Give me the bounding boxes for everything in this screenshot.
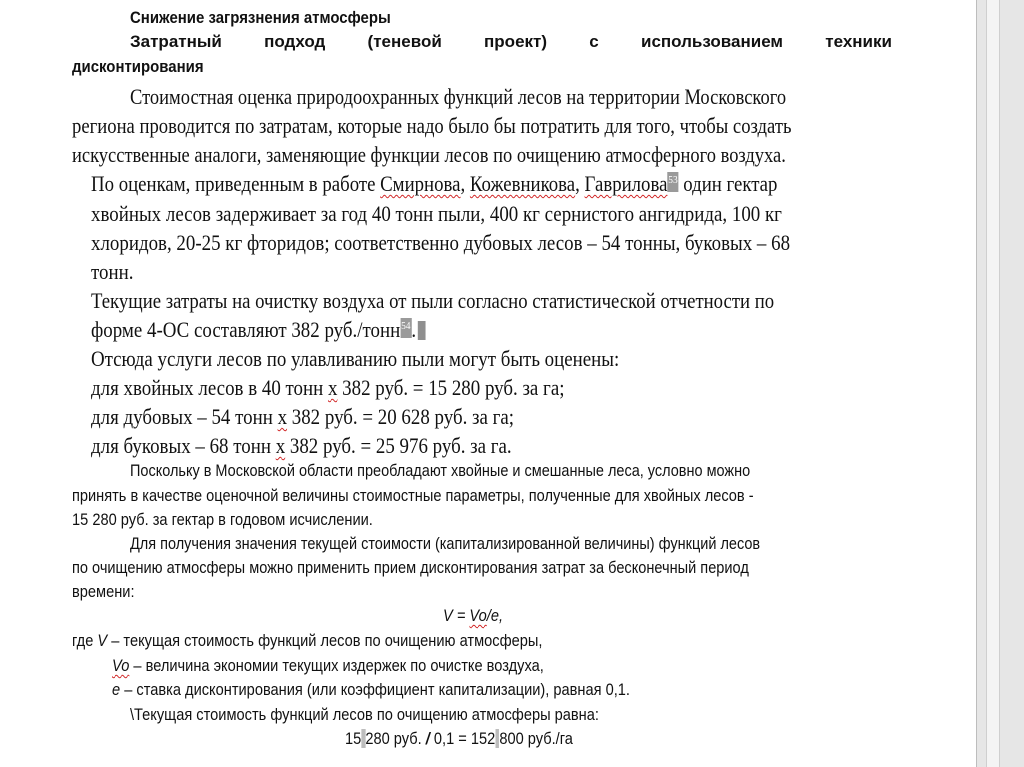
- para4-row1: для хвойных лесов в 40 тонн х 382 руб. = 15 280 руб. за га;: [91, 375, 565, 400]
- para4-line1: Отсюда услуги лесов по улавливанию пыли могут быть оценены:: [91, 346, 620, 371]
- para3-line2: форме 4-ОС составляют 382 руб./тонн$^{54}$.: [91, 317, 426, 343]
- footnote-53: 53: [667, 172, 678, 192]
- selection-mark: [418, 321, 426, 340]
- footnote-54: 54: [400, 318, 411, 338]
- para2-line3: хлоридов, 20-25 кг фторидов; соответственно дубовых лесов – 54 тонны, буковых – 68: [91, 230, 791, 255]
- where-line3: e – ставка дисконтирования (или коэффициент капитализации), равная 0,1.: [112, 680, 631, 699]
- para5-line2: принять в качестве оценочной величины стоимостные параметры, полученные для хвойных лесов -: [72, 486, 754, 505]
- para6-line1: Для получения значения текущей стоимости (капитализированной величины) функций лесов: [130, 534, 761, 553]
- para4-row2: для дубовых – 54 тонн х 382 руб. = 20 628 руб. за га;: [91, 404, 515, 429]
- para5-line1: Поскольку в Московской области преобладают хвойные и смешанные леса, условно можно: [130, 461, 751, 480]
- para2-line4: тонн.: [91, 259, 134, 284]
- para1-line2: региона проводится по затратам, которые надо было бы потратить для того, чтобы создать: [72, 113, 792, 138]
- para2-line2: хвойных лесов задерживает за год 40 тонн пыли, 400 кг сернистого ангидрида, 100 кг: [91, 201, 782, 226]
- para5-line3: 15 280 руб. за гектар в годовом исчислении.: [72, 510, 373, 529]
- where-line2: Vo – величина экономии текущих издержек по очистке воздуха,: [112, 656, 544, 675]
- para2-line1: По оценкам, приведенным в работе Смирнова, Кожевникова, Гаврилова$^{53}$ один гектар: [91, 171, 778, 196]
- para1-line3: искусственные аналоги, заменяющие функции лесов по очищению атмосферного воздуха.: [72, 142, 786, 167]
- para6-line3: времени:: [72, 582, 135, 601]
- where-line1: где V – текущая стоимость функций лесов по очищению атмосферы,: [72, 631, 543, 650]
- vertical-scrollbar[interactable]: [976, 0, 1024, 767]
- section-title: Снижение загрязнения атмосферы: [130, 8, 391, 27]
- scrollbar-track[interactable]: [986, 0, 1000, 767]
- result-line1: \Текущая стоимость функций лесов по очищению атмосферы равна:: [130, 705, 599, 724]
- section-subtitle: Затратный подход (теневой проект) с использованием техники: [130, 32, 892, 51]
- para4-row3: для буковых – 68 тонн х 382 руб. = 25 976 руб. за га.: [91, 433, 512, 458]
- section-subtitle-cont: дисконтирования: [72, 57, 204, 76]
- para6-line2: по очищению атмосферы можно применить прием дисконтирования затрат за бесконечный период: [72, 558, 749, 577]
- para1-line1: Стоимостная оценка природоохранных функций лесов на территории Московского: [130, 84, 787, 109]
- result-line2: 15 280 руб. / 0,1 = 152 800 руб./га: [345, 729, 573, 748]
- formula: V = Vo/e,: [443, 606, 504, 625]
- para3-line1: Текущие затраты на очистку воздуха от пыли согласно статистической отчетности по: [91, 288, 775, 313]
